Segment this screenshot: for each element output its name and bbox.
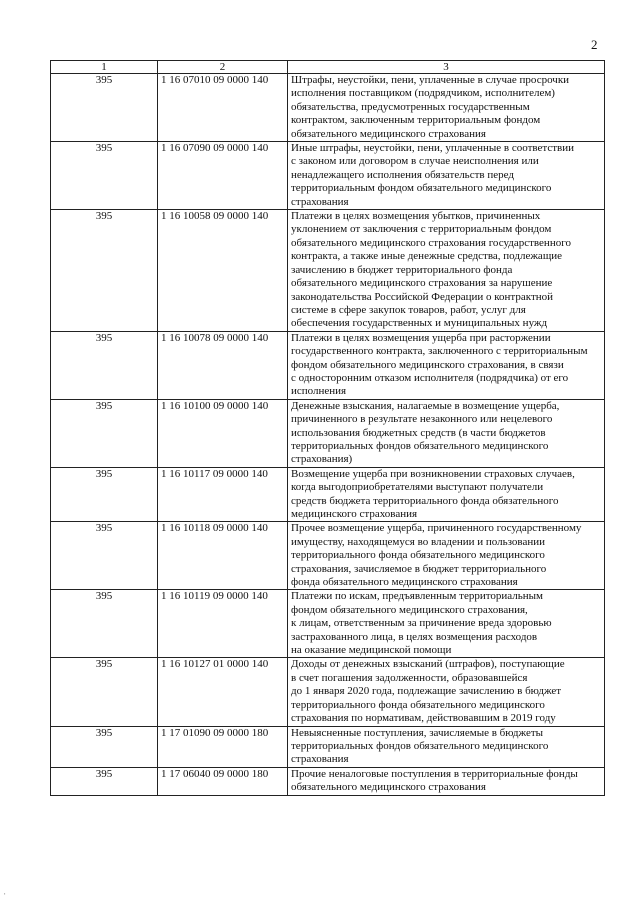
table-row xyxy=(51,590,605,658)
income-name-line: средств бюджета территориального фонда обязательного xyxy=(291,494,559,507)
income-name-line: территориального фонда обязательного медицинского xyxy=(291,549,545,562)
admin-code-cell: 395 xyxy=(51,331,158,399)
table-row xyxy=(51,467,605,522)
income-name-line: с законом или договором в случае неисполнения или xyxy=(291,155,539,168)
admin-code-cell: 395 xyxy=(51,767,158,795)
income-name-line: территориальных фондов обязательного медицинского xyxy=(291,439,549,452)
income-name-line: обязательного медицинского страхования за нарушение xyxy=(291,277,553,290)
income-code-cell: 1 16 10078 09 0000 140 xyxy=(158,331,288,399)
income-name-line: фонда обязательного медицинского страхования xyxy=(291,576,518,589)
income-name-line: страхования xyxy=(291,195,349,208)
income-name-line: ненадлежащего исполнения обязательств перед xyxy=(291,168,514,181)
income-name-line: когда выгодоприобретателями выступают получатели xyxy=(291,481,544,494)
income-name-line: Невыясненные поступления, зачисляемые в бюджеты xyxy=(291,726,544,739)
income-name-line: Штрафы, неустойки, пени, уплаченные в случае просрочки xyxy=(291,74,570,86)
admin-code-cell: 395 xyxy=(51,74,158,142)
income-code-cell: 1 16 10119 09 0000 140 xyxy=(158,590,288,658)
column-header-3: 3 xyxy=(288,61,605,74)
income-code-cell: 1 16 07010 09 0000 140 xyxy=(158,74,288,142)
table-row xyxy=(51,210,605,332)
admin-code-cell: 395 xyxy=(51,142,158,210)
income-name-line: до 1 января 2020 года, подлежащие зачислению в бюджет xyxy=(291,685,562,698)
table-row xyxy=(51,522,605,590)
header-row xyxy=(51,61,605,74)
admin-code-cell: 395 xyxy=(51,590,158,658)
income-name-line: обязательного медицинского страхования xyxy=(291,127,486,140)
income-name-line: на оказание медицинской помощи xyxy=(291,644,452,657)
table-body xyxy=(51,74,605,796)
income-name-line: Платежи по искам, предъявленным территориальным xyxy=(291,590,543,603)
table-row xyxy=(51,331,605,399)
income-name-line: зачислению в бюджет территориального фонда xyxy=(291,263,513,276)
table-row xyxy=(51,658,605,726)
table-row xyxy=(51,767,605,795)
income-name-cell xyxy=(288,590,605,658)
income-name-line: использования бюджетных средств (в части бюджетов xyxy=(291,426,546,439)
income-name-cell xyxy=(288,74,605,142)
income-codes-table xyxy=(50,60,605,796)
income-name-cell xyxy=(288,658,605,726)
admin-code-cell: 395 xyxy=(51,658,158,726)
income-name-line: Доходы от денежных взысканий (штрафов), поступающие xyxy=(291,658,565,671)
admin-code-cell: 395 xyxy=(51,399,158,467)
income-name-line: контрактом, заключенным территориальным фондом xyxy=(291,114,541,127)
income-name-cell xyxy=(288,399,605,467)
table-row xyxy=(51,726,605,767)
income-code-cell: 1 16 10117 09 0000 140 xyxy=(158,467,288,522)
income-name-line: медицинского страхования xyxy=(291,508,418,520)
income-name-cell xyxy=(288,467,605,522)
income-name-line: обязательства, предусмотренных государственным xyxy=(291,100,530,113)
income-name-line: уклонением от заключения с территориальным фондом xyxy=(291,223,552,236)
income-name-line: Платежи в целях возмещения ущерба при расторжении xyxy=(291,331,551,344)
income-name-line: Платежи в целях возмещения убытков, причиненных xyxy=(291,210,541,223)
admin-code-cell: 395 xyxy=(51,522,158,590)
income-name-line: страхования по нормативам, действовавшим в 2019 году xyxy=(291,712,556,725)
admin-code-cell: 395 xyxy=(51,726,158,767)
income-name-line: с односторонним отказом исполнителя (подрядчика) от его xyxy=(291,371,569,384)
income-code-cell: 1 17 01090 09 0000 180 xyxy=(158,726,288,767)
income-name-line: территориального фонда обязательного медицинского xyxy=(291,698,545,711)
income-name-line: к лицам, ответственным за причинение вреда здоровью xyxy=(291,617,552,630)
income-name-cell xyxy=(288,767,605,795)
scan-mark: ▪ xyxy=(4,891,6,896)
income-code-cell: 1 16 10118 09 0000 140 xyxy=(158,522,288,590)
column-header-2: 2 xyxy=(158,61,288,74)
income-name-line: имуществу, находящемуся во владении и пользовании xyxy=(291,535,546,548)
income-name-line: страхования xyxy=(291,753,349,766)
income-name-line: обязательного медицинского страхования государственного xyxy=(291,236,571,249)
income-name-line: территориальных фондов обязательного медицинского xyxy=(291,739,549,752)
income-name-line: страхования) xyxy=(291,453,353,466)
income-code-cell: 1 16 07090 09 0000 140 xyxy=(158,142,288,210)
income-name-line: фондом обязательного медицинского страхования, xyxy=(291,603,528,616)
income-name-line: в счет погашения задолженности, образовавшейся xyxy=(291,671,528,684)
income-name-cell xyxy=(288,142,605,210)
income-name-line: страхования, зачисляемое в бюджет территориального xyxy=(291,562,547,575)
income-code-cell: 1 16 10058 09 0000 140 xyxy=(158,210,288,332)
admin-code-cell: 395 xyxy=(51,210,158,332)
income-name-line: территориальным фондом обязательного медицинского xyxy=(291,182,552,195)
column-header-1: 1 xyxy=(51,61,158,74)
income-name-line: исполнения поставщиком (подрядчиком, исполнителем) xyxy=(291,87,555,100)
income-name-cell xyxy=(288,726,605,767)
income-name-line: Иные штрафы, неустойки, пени, уплаченные в соответствии xyxy=(291,142,574,155)
income-code-cell: 1 16 10127 01 0000 140 xyxy=(158,658,288,726)
income-name-line: обеспечения государственных и муниципальных нужд xyxy=(291,317,548,330)
income-name-cell xyxy=(288,522,605,590)
income-code-cell: 1 16 10100 09 0000 140 xyxy=(158,399,288,467)
table-row xyxy=(51,142,605,210)
page-number: 2 xyxy=(591,37,598,52)
admin-code-cell: 395 xyxy=(51,467,158,522)
table-row xyxy=(51,399,605,467)
income-name-line: государственного контракта, заключенного с территориальным xyxy=(291,345,588,358)
income-name-line: причиненного в результате незаконного или нецелевого xyxy=(291,413,553,426)
income-name-line: Возмещение ущерба при возникновении страховых случаев, xyxy=(291,467,575,480)
income-name-line: системе в сфере закупок товаров, работ, услуг для xyxy=(291,303,526,316)
income-name-cell xyxy=(288,331,605,399)
income-name-line: Прочее возмещение ущерба, причиненного государственному xyxy=(291,522,582,535)
income-name-line: законодательства Российской Федерации о контрактной xyxy=(291,290,554,303)
income-name-line: исполнения xyxy=(291,385,347,398)
income-name-line: контракта, а также иные денежные средства, подлежащие xyxy=(291,250,563,263)
income-name-line: Прочие неналоговые поступления в территориальные фонды xyxy=(291,767,578,780)
income-name-cell xyxy=(288,210,605,332)
income-name-line: обязательного медицинского страхования xyxy=(291,781,486,794)
income-name-line: Денежные взыскания, налагаемые в возмещение ущерба, xyxy=(291,399,560,412)
income-name-line: фондом обязательного медицинского страхования, в связи xyxy=(291,358,564,371)
table-row xyxy=(51,74,605,142)
income-name-line: застрахованного лица, в целях возмещения расходов xyxy=(291,630,538,643)
income-code-cell: 1 17 06040 09 0000 180 xyxy=(158,767,288,795)
